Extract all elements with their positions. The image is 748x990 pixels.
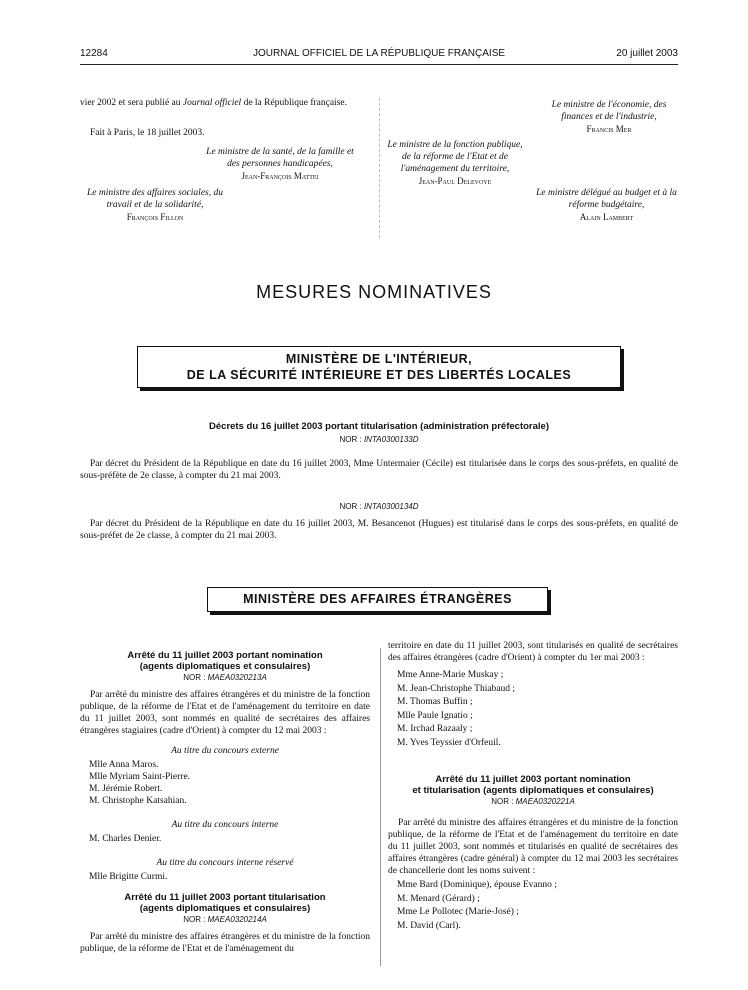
journal-name: JOURNAL OFFICIEL DE LA RÉPUBLIQUE FRANÇAISE xyxy=(252,48,506,59)
list-item: Mlle Anna Maros. xyxy=(89,760,159,770)
previous-text-end: vier 2002 et sera publié au Journal officiel de la République française. xyxy=(80,98,347,108)
arrete-3-subtitle: et titularisation (agents diplomatiques et consulaires) xyxy=(412,785,654,796)
list-item: Mme Bard (Dominique), épouse Evanno ; xyxy=(397,880,557,890)
nor-reference: NOR : MAEA0320213A xyxy=(183,673,267,682)
list-item: M. Irchad Razaaly ; xyxy=(397,724,473,734)
nor-reference: NOR : MAEA0320221A xyxy=(491,797,575,806)
page-number: 12284 xyxy=(80,48,108,59)
arrete-2-paragraph: Par arrêté du ministre des affaires étrangères et du ministre de la fonction publique, de la réforme de l'Etat et de l'aménagement du xyxy=(80,932,370,954)
signature-sociales-title: Le ministre des affaires sociales, du travail et de la solidarité, xyxy=(87,188,223,210)
list-item: Mlle Paule Ignatio ; xyxy=(397,710,473,721)
ministry-box-etrangeres: MINISTÈRE DES AFFAIRES ÉTRANGÈRES xyxy=(207,587,548,612)
list-titularisation xyxy=(388,669,678,750)
header-rule xyxy=(80,64,678,65)
decret-title: Décrets du 16 juillet 2003 portant titularisation (administration préfectorale) xyxy=(209,421,549,432)
list-item: M. Thomas Buffin ; xyxy=(397,697,473,707)
main-title: MESURES NOMINATIVES xyxy=(256,282,492,302)
right-column xyxy=(388,640,678,933)
signature-sante-name: Jean-François Mattei xyxy=(241,171,319,181)
list-item: M. Christophe Katsahian. xyxy=(89,796,187,806)
decret-paragraph-2: Par décret du Président de la République en date du 16 juillet 2003, M. Besancenot (Hugues) est titularisé dans le corps des sous-préfets, en qualité de sous-préfet de 2e classe, à compter du 21 mai 2003. xyxy=(80,519,678,541)
list-item: M. Jérémie Robert. xyxy=(89,784,163,794)
nor-reference: NOR : MAEA0320214A xyxy=(183,915,267,924)
signature-sociales-name: François Fillon xyxy=(126,212,184,222)
arrete-2-title: Arrêté du 11 juillet 2003 portant titularisation xyxy=(124,892,326,903)
list-chancellerie xyxy=(388,879,678,933)
ministry-box-interieur xyxy=(137,346,621,388)
issue-date: 20 juillet 2003 xyxy=(616,48,678,59)
signature-fonction-name: Jean-Paul Delevoye xyxy=(418,176,492,186)
arrete-1-paragraph: Par arrêté du ministre des affaires étrangères et du ministre de la fonction publique, de la réforme de l'Etat et de l'aménagement du territoire en date du 11 juillet 2003, sont nommés en qualité de secrétaires des affaires étrangères stagiaires (cadre d'Orient) à compter du 12 mai 2003 : xyxy=(80,690,370,736)
list-item: Mme Anne-Marie Muskay ; xyxy=(397,670,504,680)
signature-budget-title: Le ministre délégué au budget et à la réforme budgétaire, xyxy=(536,188,677,210)
subheading-interne: Au titre du concours interne xyxy=(171,820,279,830)
list-item: Mme Le Pollotec (Marie-José) ; xyxy=(397,907,519,917)
arrete-3-paragraph: Par arrêté du ministre des affaires étrangères et du ministre de la fonction publique, de la réforme de l'Etat et de l'aménagement du territoire en date du 11 juillet 2003, sont nommés et titularisés en qualité de secrétaires des affaires étrangères (cadre général) à compter du 12 mai 2003 les secrétaires de chancellerie dont les noms suivent : xyxy=(388,818,678,876)
arrete-1-title: Arrêté du 11 juillet 2003 portant nomination xyxy=(127,650,323,661)
fait-a-paris: Fait à Paris, le 18 juillet 2003. xyxy=(90,128,205,138)
list-interne xyxy=(80,833,370,845)
list-item: M. Menard (Gérard) ; xyxy=(397,893,480,904)
list-item: M. Charles Denier. xyxy=(89,834,162,844)
signature-sante-title: Le ministre de la santé, de la famille et des personnes handicapées, xyxy=(206,147,354,169)
running-header xyxy=(80,48,678,62)
arrete-1-subtitle: (agents diplomatiques et consulaires) xyxy=(139,661,311,672)
nor-reference: NOR : INTA0300134D xyxy=(339,502,419,511)
list-externe xyxy=(80,759,370,807)
nor-reference: NOR : INTA0300133D xyxy=(339,435,419,444)
list-item: M. David (Carl). xyxy=(397,920,461,931)
list-item: M. Yves Teyssier d'Orfeuil. xyxy=(397,737,501,748)
list-item: Mlle Brigitte Curmi. xyxy=(89,872,168,882)
signature-fonction-title: Le ministre de la fonction publique, de la réforme de l'Etat et de l'aménagement du territoire, xyxy=(387,140,523,174)
column-divider xyxy=(379,98,380,238)
left-column xyxy=(80,650,370,955)
arrete-2-continuation: territoire en date du 11 juillet 2003, sont titularisés en qualité de secrétaires des affaires étrangères (cadre d'Orient) à compter du 1er mai 2003 : xyxy=(388,641,678,663)
signature-budget-name: Alain Lambert xyxy=(579,212,634,222)
subheading-externe: Au titre du concours externe xyxy=(171,746,279,756)
arrete-3-title: Arrêté du 11 juillet 2003 portant nomination xyxy=(435,774,631,785)
ministry-interieur-line1: MINISTÈRE DE L'INTÉRIEUR, xyxy=(285,352,473,366)
signature-economie-title: Le ministre de l'économie, des finances et de l'industrie, xyxy=(551,100,667,122)
arrete-2-subtitle: (agents diplomatiques et consulaires) xyxy=(139,903,311,914)
signature-economie-name: Francis Mer xyxy=(586,124,632,134)
list-item: M. Jean-Christophe Thiabaud ; xyxy=(397,683,516,694)
decret-paragraph-1: Par décret du Président de la République en date du 16 juillet 2003, Mme Untermaier (Cécile) est titularisée dans le corps des sous-préfets, en qualité de sous-préfète de 2e classe, à compter du 21 mai 2003. xyxy=(80,459,678,481)
subheading-reserve: Au titre du concours interne réservé xyxy=(156,858,294,868)
ministry-interieur-line2: DE LA SÉCURITÉ INTÉRIEURE ET DES LIBERTÉS LOCALES xyxy=(186,368,572,382)
list-reserve xyxy=(80,871,370,883)
column-divider xyxy=(380,648,381,966)
list-item: Mlle Myriam Saint-Pierre. xyxy=(89,772,191,782)
